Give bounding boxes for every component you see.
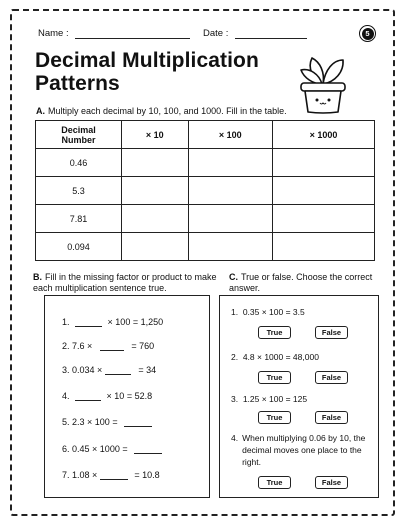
decimal-cell: 0.094 — [36, 233, 122, 261]
table-row — [36, 149, 375, 177]
name-field[interactable] — [38, 28, 190, 39]
name-line[interactable] — [75, 30, 190, 39]
item-text: 1.25 × 100 = 125 — [242, 394, 308, 404]
item-number: 1. — [231, 307, 239, 317]
false-button[interactable]: False — [315, 371, 348, 384]
answer-cell[interactable] — [188, 205, 272, 233]
grade-badge — [359, 25, 376, 42]
answer-blank[interactable] — [124, 418, 152, 427]
item-number: 3. — [62, 365, 70, 375]
item-text: 0.35 × 100 = 3.5 — [242, 307, 305, 317]
answer-cell[interactable] — [272, 233, 374, 261]
answer-blank[interactable] — [105, 366, 131, 375]
section-a-letter: A. — [36, 106, 45, 116]
potted-plant-icon — [293, 50, 353, 115]
grade-number: 5 — [362, 28, 374, 40]
section-b-instruction — [33, 272, 223, 294]
item-text: When multiplying 0.06 by 10, the decimal moves one place to the right. — [242, 433, 366, 467]
item-text: 2.3 × 100 = — [72, 417, 118, 427]
list-item — [62, 470, 160, 480]
answer-cell[interactable] — [122, 177, 189, 205]
item-number: 4. — [231, 433, 239, 443]
page-title — [35, 49, 259, 95]
true-false-box — [219, 295, 379, 498]
item-text: = 760 — [131, 341, 155, 351]
true-button[interactable]: True — [258, 326, 291, 339]
table-row — [36, 177, 375, 205]
list-item — [231, 306, 305, 318]
date-field[interactable] — [203, 28, 307, 39]
false-button[interactable]: False — [315, 476, 348, 489]
item-number: 1. — [62, 317, 70, 327]
name-label: Name : — [38, 28, 69, 39]
table-header-row — [36, 121, 375, 149]
list-item — [62, 317, 163, 327]
list-item — [62, 341, 154, 351]
item-number: 2. — [231, 352, 239, 362]
answer-cell[interactable] — [188, 233, 272, 261]
item-number: 4. — [62, 391, 70, 401]
decimal-cell: 7.81 — [36, 205, 122, 233]
answer-cell[interactable] — [272, 149, 374, 177]
answer-cell[interactable] — [122, 233, 189, 261]
section-b-text: Fill in the missing factor or product to make each multiplication sentence true. — [33, 272, 217, 293]
section-c-text: True or false. Choose the correct answer. — [229, 272, 373, 293]
col-decimal-line1: Decimal — [61, 124, 96, 135]
list-item — [62, 365, 156, 375]
true-button[interactable]: True — [258, 476, 291, 489]
answer-cell[interactable] — [122, 205, 189, 233]
item-text: 4.8 × 1000 = 48,000 — [242, 352, 319, 362]
section-c-instruction — [229, 272, 379, 294]
title-line-2: Patterns — [35, 72, 120, 95]
missing-factor-box — [44, 295, 210, 498]
date-label: Date : — [203, 28, 229, 39]
title-line-1: Decimal Multiplication — [35, 49, 259, 72]
item-number: 3. — [231, 394, 239, 404]
answer-blank[interactable] — [100, 471, 128, 480]
answer-cell[interactable] — [188, 177, 272, 205]
multiplication-table — [35, 120, 375, 261]
item-number: 6. — [62, 444, 70, 454]
item-text: × 100 = 1,250 — [107, 317, 164, 327]
true-button[interactable]: True — [258, 411, 291, 424]
item-text: 0.45 × 1000 = — [72, 444, 128, 454]
list-item — [231, 393, 307, 405]
col-decimal-line2: Number — [61, 134, 96, 145]
false-button[interactable]: False — [315, 411, 348, 424]
item-number: 5. — [62, 417, 70, 427]
list-item — [62, 444, 162, 454]
list-item — [231, 351, 319, 363]
false-button[interactable]: False — [315, 326, 348, 339]
answer-cell[interactable] — [188, 149, 272, 177]
item-number: 7. — [62, 470, 70, 480]
item-text: 7.6 × — [72, 341, 93, 351]
item-text: = 10.8 — [134, 470, 160, 480]
answer-cell[interactable] — [122, 149, 189, 177]
answer-cell[interactable] — [272, 177, 374, 205]
col-decimal-number — [36, 121, 122, 149]
list-item — [62, 391, 152, 401]
decimal-cell: 5.3 — [36, 177, 122, 205]
answer-blank[interactable] — [75, 392, 101, 401]
col-x1000: × 1000 — [272, 121, 374, 149]
table-row — [36, 205, 375, 233]
section-a-text: Multiply each decimal by 10, 100, and 1000. Fill in the table. — [48, 106, 287, 116]
section-a-instruction — [36, 106, 287, 117]
item-number: 2. — [62, 341, 70, 351]
true-button[interactable]: True — [258, 371, 291, 384]
list-item — [62, 417, 152, 427]
item-text: = 34 — [138, 365, 157, 375]
list-item — [231, 432, 376, 468]
item-text: × 10 = 52.8 — [106, 391, 153, 401]
decimal-cell: 0.46 — [36, 149, 122, 177]
date-line[interactable] — [235, 30, 307, 39]
section-c-letter: C. — [229, 272, 238, 282]
col-x10: × 10 — [122, 121, 189, 149]
col-x100: × 100 — [188, 121, 272, 149]
answer-blank[interactable] — [100, 342, 124, 351]
answer-blank[interactable] — [75, 318, 102, 327]
section-b-letter: B. — [33, 272, 42, 282]
item-text: 1.08 × — [72, 470, 98, 480]
table-row — [36, 233, 375, 261]
item-text: 0.034 × — [72, 365, 103, 375]
answer-cell[interactable] — [272, 205, 374, 233]
answer-blank[interactable] — [134, 445, 162, 454]
